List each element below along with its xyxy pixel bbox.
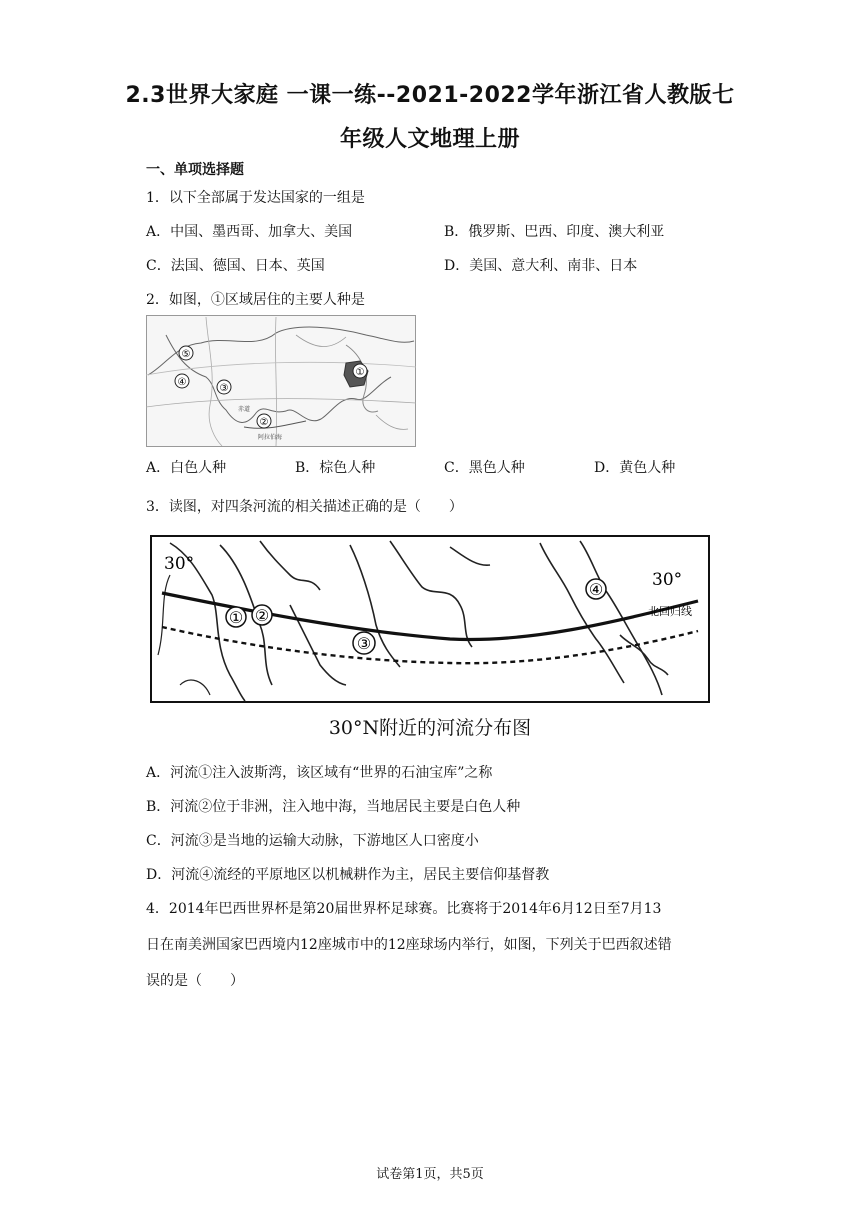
page-title-line-2: 年级人文地理上册: [339, 127, 520, 152]
q3-tropic-label: 北回归线: [648, 605, 692, 618]
q3-option-b: B．河流②位于非洲，注入地中海，当地居民主要是白色人种: [146, 799, 521, 815]
q4-line-3: 误的是（ ）: [146, 973, 244, 989]
q2-map-label-5: ⑤: [181, 349, 191, 360]
q1-option-c: C．法国、德国、日本、英国: [146, 258, 325, 274]
q2-map-small-label-equator: 赤道: [238, 406, 251, 413]
q2-option-b: B．棕色人种: [295, 460, 376, 476]
page-title-line-1: 2.3世界大家庭 一课一练--2021-2022学年浙江省人教版七: [125, 83, 735, 108]
q2-option-d: D．黄色人种: [594, 460, 676, 476]
q2-map-label-4: ④: [177, 377, 187, 388]
section-heading: 一、单项选择题: [146, 162, 244, 178]
q3-option-d: D．河流④流经的平原地区以机械耕作为主，居民主要信仰基督教: [146, 867, 550, 883]
q3-option-c: C．河流③是当地的运输大动脉，下游地区人口密度小: [146, 833, 479, 849]
q2-map-label-3: ③: [219, 383, 229, 394]
q3-lat-label-left: 30°: [164, 554, 195, 574]
q1-option-a: A．中国、墨西哥、加拿大、美国: [146, 224, 353, 240]
q2-stem: 2．如图，①区域居住的主要人种是: [146, 292, 365, 308]
q2-option-c: C．黑色人种: [444, 460, 525, 476]
q3-map-label-1: ①: [228, 608, 244, 627]
q2-map-label-1: ①: [355, 367, 365, 378]
q3-map-label-4: ④: [588, 580, 604, 599]
q3-stem: 3．读图，对四条河流的相关描述正确的是（ ）: [146, 499, 463, 515]
q2-map-label-2: ②: [259, 417, 269, 428]
q3-lat-label-right: 30°: [652, 570, 683, 590]
q3-map-label-3: ③: [356, 634, 372, 653]
q4-line-2: 日在南美洲国家巴西境内12座城市中的12座球场内举行，如图，下列关于巴西叙述错: [146, 937, 672, 953]
q2-map-drawing: [146, 315, 416, 447]
q3-option-a: A．河流①注入波斯湾，该区域有“世界的石油宝库”之称: [146, 765, 493, 781]
q1-option-b: B．俄罗斯、巴西、印度、澳大利亚: [444, 224, 665, 240]
q1-option-d: D．美国、意大利、南非、日本: [444, 258, 638, 274]
q3-map-label-2: ②: [254, 606, 270, 625]
q2-option-a: A．白色人种: [146, 460, 227, 476]
page-footer: 试卷第1页，共5页: [376, 1167, 484, 1182]
q3-river-map: [150, 535, 710, 703]
q3-map-caption: 30°N附近的河流分布图: [328, 717, 532, 739]
q2-asia-map: [146, 315, 416, 447]
q1-stem: 1．以下全部属于发达国家的一组是: [146, 190, 365, 206]
q2-map-small-label-sea: 阿拉伯海: [258, 434, 283, 441]
q3-map-drawing: [150, 535, 710, 703]
q4-line-1: 4．2014年巴西世界杯是第20届世界杯足球赛。比赛将于2014年6月12日至7月13: [146, 901, 662, 917]
